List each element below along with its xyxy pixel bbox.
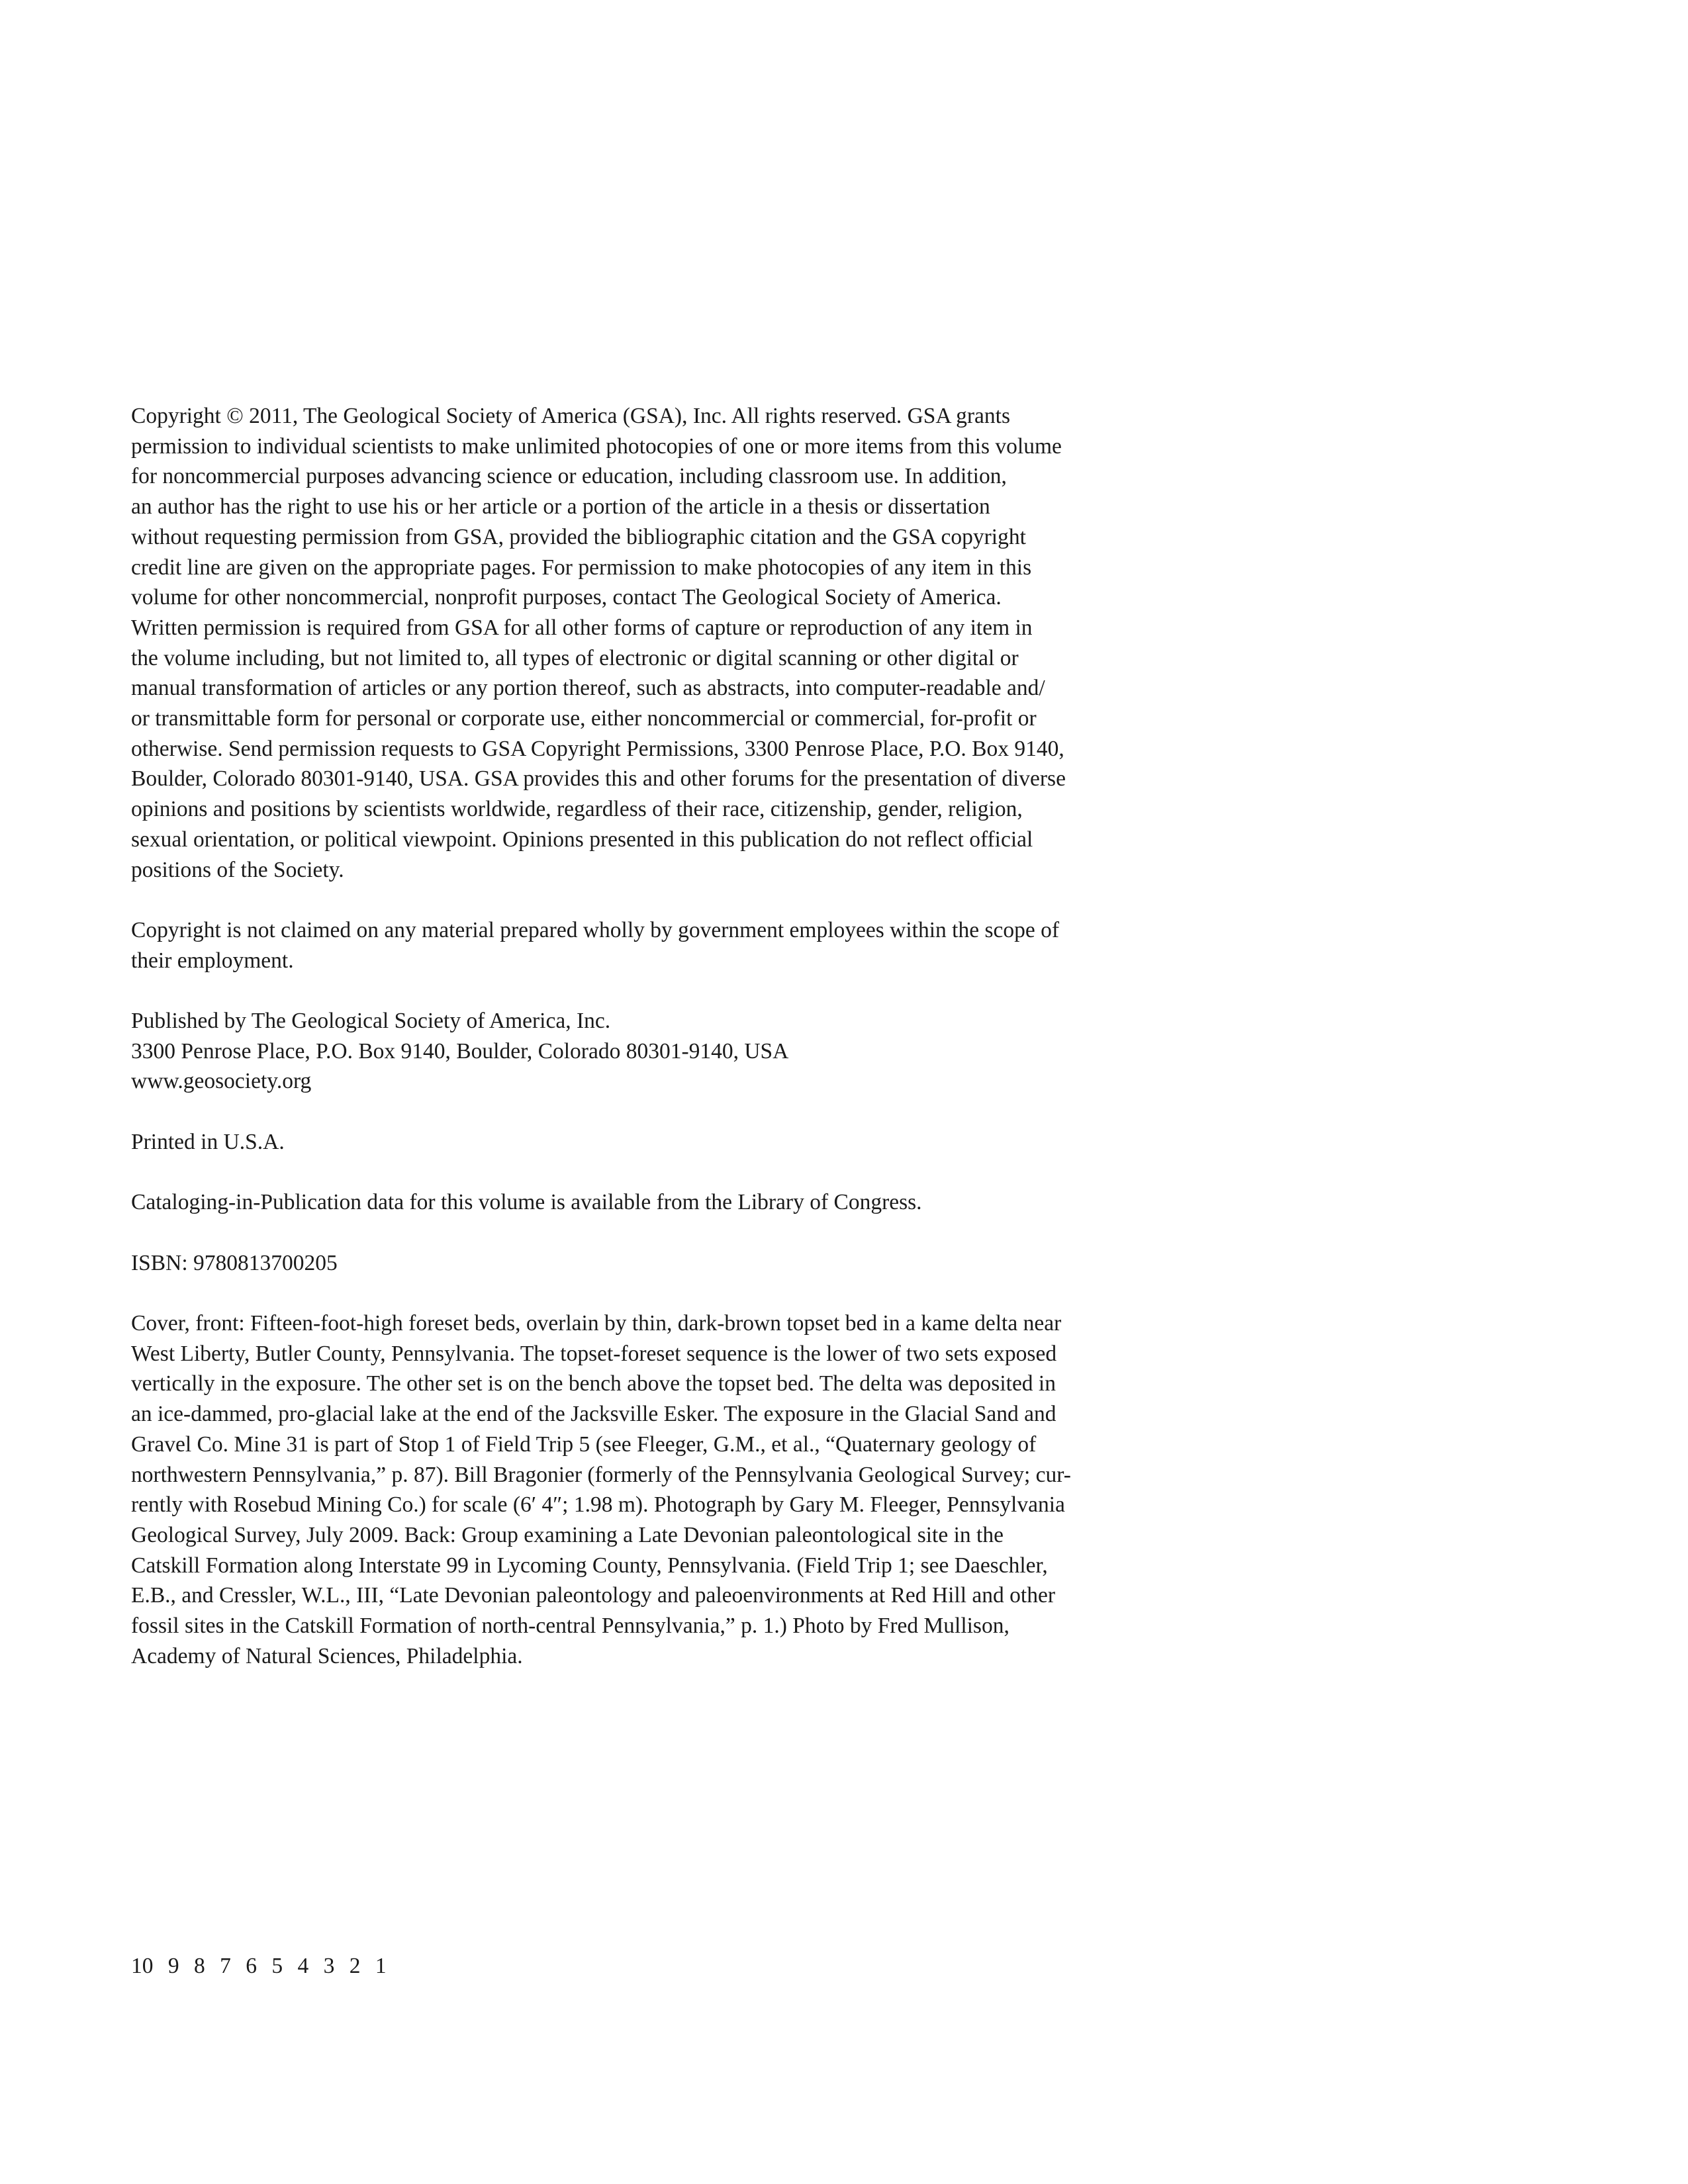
copyright-line: the volume including, but not limited to, all types of electronic or digital scanning or other digital or bbox=[131, 645, 1019, 670]
cover-line: vertically in the exposure. The other set is on the bench above the topset bed. The delta was deposited in bbox=[131, 1371, 1056, 1396]
cover-line: northwestern Pennsylvania,” p. 87). Bill Bragonier (formerly of the Pennsylvania Geological Survey; cur- bbox=[131, 1462, 1071, 1487]
cover-line: fossil sites in the Catskill Formation of north-central Pennsylvania,” p. 1.) Photo by Fred Mullison, bbox=[131, 1614, 1009, 1639]
cover-line: West Liberty, Butler County, Pennsylvania. The topset-foreset sequence is the lower of two sets exposed bbox=[131, 1341, 1057, 1366]
publisher-website: www.geosociety.org bbox=[131, 1069, 312, 1094]
publisher-name: Published by The Geological Society of America, Inc. bbox=[131, 1009, 611, 1034]
government-line: their employment. bbox=[131, 948, 294, 973]
copyright-line: or transmittable form for personal or corporate use, either noncommercial or commercial, for-profit or bbox=[131, 706, 1037, 731]
government-line: Copyright is not claimed on any material prepared wholly by government employees within the scope of bbox=[131, 917, 1059, 942]
copyright-line: for noncommercial purposes advancing science or education, including classroom use. In addition, bbox=[131, 464, 1007, 489]
publisher-address: 3300 Penrose Place, P.O. Box 9140, Boulder, Colorado 80301-9140, USA bbox=[131, 1038, 789, 1064]
cover-line: Gravel Co. Mine 31 is part of Stop 1 of Field Trip 5 (see Fleeger, G.M., et al., “Quaternary geology of bbox=[131, 1432, 1037, 1457]
printed-in bbox=[131, 1127, 1164, 1158]
cover-line: an ice-dammed, pro-glacial lake at the end of the Jacksville Esker. The exposure in the Glacial Sand and bbox=[131, 1402, 1056, 1427]
copyright-line: manual transformation of articles or any portion thereof, such as abstracts, into computer-readable and/ bbox=[131, 676, 1045, 701]
cataloging-text: Cataloging-in-Publication data for this volume is available from the Library of Congress. bbox=[131, 1190, 922, 1215]
copyright-line: credit line are given on the appropriate pages. For permission to make photocopies of any item in this bbox=[131, 555, 1032, 580]
cover-line: Academy of Natural Sciences, Philadelphia. bbox=[131, 1643, 523, 1668]
copyright-line: without requesting permission from GSA, provided the bibliographic citation and the GSA copyright bbox=[131, 524, 1026, 549]
copyright-line: positions of the Society. bbox=[131, 857, 344, 882]
cover-line: rently with Rosebud Mining Co.) for scale (6′ 4″; 1.98 m). Photograph by Gary M. Fleeger, Pennsylvania bbox=[131, 1492, 1065, 1518]
cover-line: Geological Survey, July 2009. Back: Group examining a Late Devonian paleontological site in the bbox=[131, 1522, 1004, 1547]
cover-line: Cover, front: Fifteen-foot-high foreset beds, overlain by thin, dark-brown topset bed in a kame delta near bbox=[131, 1311, 1062, 1336]
copyright-line: otherwise. Send permission requests to GSA Copyright Permissions, 3300 Penrose Place, P.O. Box 9140, bbox=[131, 736, 1064, 761]
cover-line: E.B., and Cressler, W.L., III, “Late Devonian paleontology and paleoenvironments at Red Hill and other bbox=[131, 1583, 1055, 1608]
copyright-line: an author has the right to use his or her article or a portion of the article in a thesis or dissertation bbox=[131, 494, 990, 520]
cover-caption bbox=[131, 1308, 1164, 1671]
printer-key: 10 9 8 7 6 5 4 3 2 1 bbox=[131, 1954, 387, 1978]
isbn-text: ISBN: 9780813700205 bbox=[131, 1250, 338, 1275]
copyright-paragraph bbox=[131, 401, 1164, 885]
government-paragraph bbox=[131, 915, 1164, 976]
copyright-line: Boulder, Colorado 80301-9140, USA. GSA provides this and other forums for the presentation of diverse bbox=[131, 766, 1066, 792]
isbn bbox=[131, 1248, 1164, 1279]
copyright-line: volume for other noncommercial, nonprofit purposes, contact The Geological Society of America. bbox=[131, 585, 1002, 610]
cover-line: Catskill Formation along Interstate 99 in Lycoming County, Pennsylvania. (Field Trip 1; see Daeschler, bbox=[131, 1553, 1048, 1578]
copyright-line: Written permission is required from GSA for all other forms of capture or reproduction of any item in bbox=[131, 615, 1033, 640]
printed-in-text: Printed in U.S.A. bbox=[131, 1129, 285, 1154]
copyright-line: opinions and positions by scientists worldwide, regardless of their race, citizenship, gender, religion, bbox=[131, 797, 1023, 822]
cataloging-note bbox=[131, 1187, 1164, 1218]
copyright-line: Copyright © 2011, The Geological Society of America (GSA), Inc. All rights reserved. GSA grants bbox=[131, 404, 1010, 428]
copyright-page-text bbox=[131, 401, 1164, 1702]
publisher-block bbox=[131, 1006, 1164, 1097]
copyright-line: sexual orientation, or political viewpoint. Opinions presented in this publication do not reflect official bbox=[131, 827, 1033, 852]
copyright-line: permission to individual scientists to make unlimited photocopies of one or more items from this volume bbox=[131, 433, 1062, 459]
